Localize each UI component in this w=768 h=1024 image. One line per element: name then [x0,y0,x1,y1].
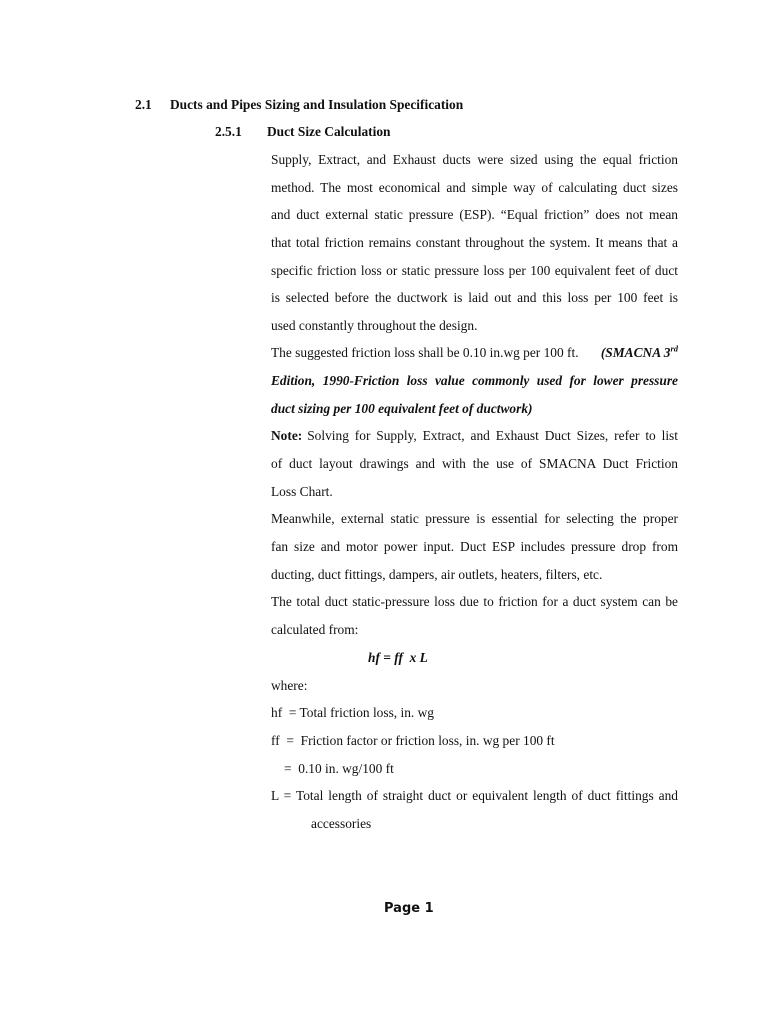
friction-loss-text: The suggested friction loss shall be 0.10 in.wg per 100 ft. [271,345,579,360]
note-line: of duct layout drawings and with the use of SMACNA Duct Friction [271,456,678,471]
paragraph-line: The total duct static-pressure loss due to friction for a duct system can be [271,594,678,609]
definition-L-continued: accessories [311,816,372,831]
paragraph-line: fan size and motor power input. Duct ESP includes pressure drop from [271,539,678,554]
definition-hf: hf = Total friction loss, in. wg [271,705,434,720]
page-number: Page 1 [384,901,434,916]
paragraph-line: and duct external static pressure (ESP). “Equal friction” does not mean [271,207,678,222]
definition-ff-value: = 0.10 in. wg/100 ft [284,761,394,776]
smacna-reference-line: duct sizing per 100 equivalent feet of ductwork) [271,401,533,416]
smacna-reference-line: Edition, 1990-Friction loss value commonly used for lower pressure [271,373,678,388]
note-text: Solving for Supply, Extract, and Exhaust Duct Sizes, refer to list [307,428,678,443]
paragraph-line: is selected before the ductwork is laid out and this loss per 100 feet is [271,290,678,305]
friction-formula: hf = ff x L [368,650,428,665]
paragraph-line: Meanwhile, external static pressure is essential for selecting the proper [271,511,678,526]
smacna-reference-start: (SMACNA 3 [600,345,671,360]
subsection-title: Duct Size Calculation [267,124,391,139]
subsection-number: 2.5.1 [215,124,242,139]
note-line [271,428,678,444]
paragraph-line: that total friction remains constant throughout the system. It means that a [271,235,678,250]
definition-ff: ff = Friction factor or friction loss, in. wg per 100 ft [271,733,555,748]
where-label: where: [271,678,308,693]
paragraph-line: Supply, Extract, and Exhaust ducts were sized using the equal friction [271,152,678,167]
edition-superscript: rd [670,343,678,354]
paragraph-line: ducting, duct fittings, dampers, air outlets, heaters, filters, etc. [271,567,603,582]
paragraph-line: specific friction loss or static pressure loss per 100 equivalent feet of duct [271,263,678,278]
section-title: Ducts and Pipes Sizing and Insulation Specification [170,97,464,112]
note-line: Loss Chart. [271,484,333,499]
friction-loss-line [271,345,678,361]
section-number: 2.1 [135,97,152,112]
paragraph-line: method. The most economical and simple way of calculating duct sizes [271,180,678,195]
note-label: Note: [271,428,303,443]
paragraph-line: used constantly throughout the design. [271,318,478,333]
smacna-reference [601,345,678,361]
paragraph-line: calculated from: [271,622,359,637]
definition-L: L = Total length of straight duct or equivalent length of duct fittings and [271,788,678,803]
